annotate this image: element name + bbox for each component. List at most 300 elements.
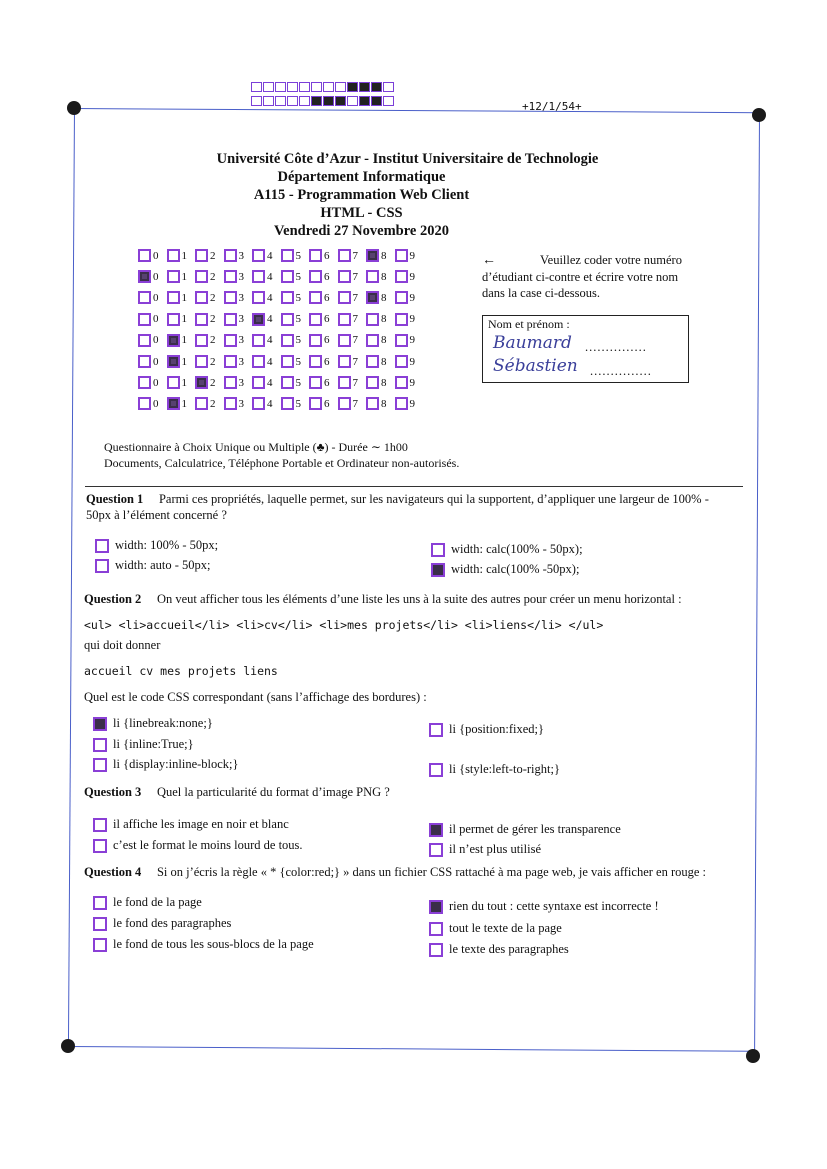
student-id-digit: 0 — [153, 270, 159, 283]
student-id-checkbox[interactable] — [281, 334, 294, 347]
student-id-checkbox[interactable] — [195, 334, 208, 347]
student-id-digit: 3 — [238, 313, 244, 326]
student-id-checkbox[interactable] — [395, 291, 408, 304]
student-id-cell[interactable] — [224, 249, 253, 262]
student-id-row — [138, 376, 423, 389]
student-id-cell[interactable] — [195, 376, 224, 389]
student-id-cell[interactable] — [366, 291, 395, 304]
q1-label: Question 1 — [86, 492, 144, 506]
student-id-cell[interactable] — [281, 376, 310, 389]
student-id-cell[interactable] — [167, 291, 196, 304]
q4-answer-c-checkbox[interactable] — [93, 938, 107, 952]
q3-answer-c[interactable] — [429, 822, 621, 837]
student-id-checkbox[interactable] — [138, 397, 151, 410]
student-id-cell[interactable] — [281, 313, 310, 326]
student-id-checkbox[interactable] — [309, 397, 322, 410]
student-id-cell[interactable] — [338, 313, 367, 326]
student-id-digit: 3 — [238, 291, 244, 304]
student-id-digit: 1 — [181, 355, 187, 368]
student-id-cell[interactable] — [395, 397, 424, 410]
student-id-cell[interactable] — [309, 270, 338, 283]
student-id-cell[interactable] — [281, 334, 310, 347]
student-id-cell[interactable] — [338, 291, 367, 304]
q1-statement: Parmi ces propriétés, laquelle permet, sur les navigateurs qui la supportent, d’appliquer une largeur de 100% - — [158, 492, 709, 506]
student-id-cell[interactable] — [138, 291, 167, 304]
student-id-digit: 1 — [181, 249, 187, 262]
student-id-cell[interactable] — [167, 313, 196, 326]
student-id-cell[interactable] — [395, 313, 424, 326]
q4-answer-e-label: tout le texte de la page — [449, 921, 562, 935]
q2-answer-b-label: li {inline:True;} — [113, 737, 194, 751]
student-id-cell[interactable] — [281, 397, 310, 410]
student-id-checkbox[interactable] — [281, 291, 294, 304]
q2-answer-b-checkbox[interactable] — [93, 738, 107, 752]
q3-answer-d-checkbox[interactable] — [429, 843, 443, 857]
student-id-cell[interactable] — [224, 334, 253, 347]
student-id-checkbox[interactable] — [366, 397, 379, 410]
q2-answer-c[interactable] — [93, 757, 239, 772]
registration-mark-top-left — [67, 101, 81, 115]
student-id-checkbox[interactable] — [167, 355, 180, 368]
q2-answer-b[interactable] — [93, 737, 194, 752]
student-id-digit: 9 — [409, 270, 415, 283]
student-id-digit: 7 — [352, 355, 358, 368]
q2-answer-d[interactable] — [429, 722, 544, 737]
student-id-digit: 3 — [238, 397, 244, 410]
q2-answer-e-checkbox[interactable] — [429, 763, 443, 777]
student-id-checkbox[interactable] — [252, 291, 265, 304]
student-id-digit: 1 — [181, 397, 187, 410]
student-id-checkbox[interactable] — [138, 334, 151, 347]
student-id-digit: 9 — [409, 355, 415, 368]
student-id-cell[interactable] — [167, 376, 196, 389]
q2-answer-a-checkbox[interactable] — [93, 717, 107, 731]
student-id-digit: 6 — [324, 334, 330, 347]
student-id-cell[interactable] — [395, 376, 424, 389]
student-id-digit: 2 — [210, 334, 216, 347]
student-id-cell[interactable] — [195, 291, 224, 304]
student-id-checkbox[interactable] — [338, 313, 351, 326]
student-id-cell[interactable] — [252, 334, 281, 347]
student-id-cell[interactable] — [138, 270, 167, 283]
q1-text — [86, 492, 709, 507]
student-id-checkbox[interactable] — [366, 291, 379, 304]
student-id-checkbox[interactable] — [138, 249, 151, 262]
student-id-digit: 0 — [153, 249, 159, 262]
student-id-digit: 8 — [381, 313, 387, 326]
q4-answer-a[interactable] — [93, 895, 202, 910]
student-id-cell[interactable] — [195, 397, 224, 410]
student-id-digit: 3 — [238, 334, 244, 347]
q1-answer-a-label: width: 100% - 50px; — [115, 538, 219, 552]
student-id-checkbox[interactable] — [252, 249, 265, 262]
student-id-cell[interactable] — [338, 376, 367, 389]
student-id-checkbox[interactable] — [195, 270, 208, 283]
student-id-cell[interactable] — [138, 397, 167, 410]
student-id-checkbox[interactable] — [167, 334, 180, 347]
q3-statement: Quel la particularité du format d’image PNG ? — [156, 785, 390, 799]
student-id-digit: 5 — [295, 291, 301, 304]
first-name-dots: ............... — [590, 364, 652, 378]
q4-answer-d-checkbox[interactable] — [429, 900, 443, 914]
student-id-checkbox[interactable] — [281, 249, 294, 262]
student-id-checkbox[interactable] — [338, 397, 351, 410]
student-id-row — [138, 270, 423, 283]
q4-answer-b[interactable] — [93, 916, 231, 931]
student-id-cell[interactable] — [338, 249, 367, 262]
q3-answer-a-checkbox[interactable] — [93, 818, 107, 832]
q4-answer-b-checkbox[interactable] — [93, 917, 107, 931]
q1-answer-a[interactable] — [95, 538, 218, 553]
student-id-cell[interactable] — [138, 355, 167, 368]
student-id-cell[interactable] — [281, 355, 310, 368]
student-id-cell[interactable] — [224, 270, 253, 283]
student-id-checkbox[interactable] — [338, 376, 351, 389]
q1-answer-c[interactable] — [431, 542, 583, 557]
student-id-checkbox[interactable] — [395, 355, 408, 368]
student-id-checkbox[interactable] — [252, 334, 265, 347]
student-id-checkbox[interactable] — [252, 313, 265, 326]
student-id-checkbox[interactable] — [195, 249, 208, 262]
student-id-cell[interactable] — [395, 334, 424, 347]
student-id-digit: 2 — [210, 291, 216, 304]
student-id-digit: 8 — [381, 397, 387, 410]
student-id-cell[interactable] — [338, 355, 367, 368]
student-id-checkbox[interactable] — [366, 334, 379, 347]
student-id-checkbox[interactable] — [338, 334, 351, 347]
student-id-cell[interactable] — [167, 334, 196, 347]
student-id-digit: 4 — [267, 334, 273, 347]
student-id-checkbox[interactable] — [366, 249, 379, 262]
student-id-digit: 8 — [381, 334, 387, 347]
student-id-checkbox[interactable] — [395, 334, 408, 347]
q3-answer-b-checkbox[interactable] — [93, 839, 107, 853]
student-id-cell[interactable] — [224, 376, 253, 389]
student-id-cell[interactable] — [395, 291, 424, 304]
student-id-cell[interactable] — [309, 313, 338, 326]
student-id-row — [138, 249, 423, 262]
student-id-checkbox[interactable] — [195, 291, 208, 304]
student-id-digit: 8 — [381, 249, 387, 262]
handwritten-last-name: Baumard — [493, 333, 572, 353]
student-id-digit: 6 — [324, 376, 330, 389]
q1-answer-c-checkbox[interactable] — [431, 543, 445, 557]
student-id-cell[interactable] — [195, 334, 224, 347]
student-id-cell[interactable] — [195, 355, 224, 368]
student-id-checkbox[interactable] — [309, 270, 322, 283]
student-id-cell[interactable] — [252, 270, 281, 283]
student-id-checkbox[interactable] — [224, 376, 237, 389]
q4-answer-e[interactable] — [429, 921, 562, 936]
student-id-cell[interactable] — [252, 291, 281, 304]
student-id-cell[interactable] — [366, 270, 395, 283]
student-id-cell[interactable] — [224, 397, 253, 410]
student-id-cell[interactable] — [281, 270, 310, 283]
student-id-checkbox[interactable] — [338, 355, 351, 368]
student-id-checkbox[interactable] — [138, 291, 151, 304]
student-id-digit: 5 — [295, 249, 301, 262]
student-id-checkbox[interactable] — [138, 313, 151, 326]
student-id-checkbox[interactable] — [224, 249, 237, 262]
q1-answer-d-label: width: calc(100% -50px); — [451, 562, 580, 576]
q1-answer-b[interactable] — [95, 558, 210, 573]
student-id-digit: 6 — [324, 249, 330, 262]
q3-answer-b[interactable] — [93, 838, 303, 853]
student-id-checkbox[interactable] — [224, 291, 237, 304]
q2-statement: On veut afficher tous les éléments d’une liste les uns à la suite des autres pour créer un menu horizontal : — [156, 592, 682, 606]
q1-answer-b-label: width: auto - 50px; — [115, 558, 211, 572]
student-id-row — [138, 291, 423, 304]
student-id-cell[interactable] — [138, 376, 167, 389]
student-id-checkbox[interactable] — [281, 376, 294, 389]
student-id-cell[interactable] — [224, 291, 253, 304]
student-id-cell[interactable] — [167, 355, 196, 368]
student-id-digit: 0 — [153, 355, 159, 368]
student-id-checkbox[interactable] — [138, 376, 151, 389]
student-id-digit: 9 — [409, 249, 415, 262]
student-id-checkbox[interactable] — [252, 355, 265, 368]
student-id-digit: 7 — [352, 334, 358, 347]
student-id-checkbox[interactable] — [395, 376, 408, 389]
student-id-digit: 2 — [210, 355, 216, 368]
student-id-checkbox[interactable] — [252, 270, 265, 283]
student-id-checkbox[interactable] — [167, 376, 180, 389]
student-id-cell[interactable] — [309, 291, 338, 304]
student-id-checkbox[interactable] — [224, 313, 237, 326]
student-id-checkbox[interactable] — [366, 355, 379, 368]
q2-answer-e-label: li {style:left-to-right;} — [449, 762, 560, 776]
student-id-digit: 5 — [295, 397, 301, 410]
student-id-digit: 7 — [352, 313, 358, 326]
student-id-checkbox[interactable] — [309, 313, 322, 326]
student-id-cell[interactable] — [309, 355, 338, 368]
student-id-cell[interactable] — [281, 291, 310, 304]
student-id-digit: 2 — [210, 376, 216, 389]
student-id-digit: 2 — [210, 249, 216, 262]
student-id-digit: 3 — [238, 376, 244, 389]
student-id-digit: 4 — [267, 397, 273, 410]
student-id-digit: 0 — [153, 313, 159, 326]
q3-answer-a-label: il affiche les image en noir et blanc — [113, 817, 289, 831]
student-id-digit: 1 — [181, 334, 187, 347]
student-id-checkbox[interactable] — [309, 355, 322, 368]
q3-text — [84, 785, 390, 800]
student-id-digit: 9 — [409, 334, 415, 347]
q1-answer-d[interactable] — [431, 562, 579, 577]
q4-answer-a-checkbox[interactable] — [93, 896, 107, 910]
q2-answer-d-checkbox[interactable] — [429, 723, 443, 737]
student-id-digit: 1 — [181, 291, 187, 304]
student-id-cell[interactable] — [366, 397, 395, 410]
student-id-cell[interactable] — [309, 376, 338, 389]
student-id-row — [138, 334, 423, 347]
q3-answer-c-label: il permet de gérer les transparence — [449, 822, 621, 836]
student-id-cell[interactable] — [366, 249, 395, 262]
student-id-cell[interactable] — [395, 355, 424, 368]
student-id-cell[interactable] — [395, 270, 424, 283]
student-id-cell[interactable] — [252, 376, 281, 389]
student-id-checkbox[interactable] — [338, 270, 351, 283]
student-id-checkbox[interactable] — [138, 355, 151, 368]
student-id-cell[interactable] — [138, 249, 167, 262]
q4-answer-f-checkbox[interactable] — [429, 943, 443, 957]
student-id-checkbox[interactable] — [195, 397, 208, 410]
student-id-cell[interactable] — [252, 355, 281, 368]
student-id-cell[interactable] — [195, 270, 224, 283]
q2-answer-a[interactable] — [93, 716, 213, 731]
q4-answer-c[interactable] — [93, 937, 314, 952]
q4-text — [84, 865, 706, 880]
student-id-checkbox[interactable] — [252, 376, 265, 389]
student-id-cell[interactable] — [138, 313, 167, 326]
q2-text — [84, 592, 682, 607]
student-id-digit: 7 — [352, 397, 358, 410]
student-id-checkbox[interactable] — [309, 291, 322, 304]
student-id-digit: 6 — [324, 355, 330, 368]
student-id-checkbox[interactable] — [395, 270, 408, 283]
student-id-cell[interactable] — [309, 334, 338, 347]
student-id-cell[interactable] — [252, 313, 281, 326]
student-id-digit: 7 — [352, 270, 358, 283]
student-id-digit: 4 — [267, 376, 273, 389]
student-id-checkbox[interactable] — [167, 291, 180, 304]
student-id-digit: 0 — [153, 334, 159, 347]
instruction-line-2: d’étudiant ci-contre et écrire votre nom — [482, 270, 679, 284]
student-id-checkbox[interactable] — [167, 397, 180, 410]
student-id-checkbox[interactable] — [281, 397, 294, 410]
student-id-checkbox[interactable] — [224, 334, 237, 347]
q2-answer-c-checkbox[interactable] — [93, 758, 107, 772]
q1-answer-a-checkbox[interactable] — [95, 539, 109, 553]
student-id-cell[interactable] — [338, 397, 367, 410]
student-id-checkbox[interactable] — [167, 270, 180, 283]
student-id-digit: 2 — [210, 397, 216, 410]
q2-answer-d-label: li {position:fixed;} — [449, 722, 544, 736]
student-id-cell[interactable] — [252, 397, 281, 410]
student-id-cell[interactable] — [338, 334, 367, 347]
intro-line-1: Questionnaire à Choix Unique ou Multiple (♣) - Durée ∼ 1h00 — [104, 440, 408, 454]
q2-code-output: accueil cv mes projets liens — [84, 664, 278, 678]
student-id-cell[interactable] — [281, 249, 310, 262]
student-id-checkbox[interactable] — [252, 397, 265, 410]
student-id-digit: 2 — [210, 313, 216, 326]
q4-answer-e-checkbox[interactable] — [429, 922, 443, 936]
instruction-line-1: Veuillez coder votre numéro — [540, 253, 682, 267]
student-id-checkbox[interactable] — [395, 313, 408, 326]
student-id-cell[interactable] — [309, 249, 338, 262]
student-id-cell[interactable] — [366, 355, 395, 368]
student-id-cell[interactable] — [309, 397, 338, 410]
student-id-checkbox[interactable] — [224, 397, 237, 410]
student-id-digit: 1 — [181, 376, 187, 389]
student-id-checkbox[interactable] — [195, 355, 208, 368]
student-id-cell[interactable] — [138, 334, 167, 347]
q2-answer-e[interactable] — [429, 762, 560, 777]
student-id-checkbox[interactable] — [224, 270, 237, 283]
q2-code-list: <ul> <li>accueil</li> <li>cv</li> <li>mes projets</li> <li>liens</li> </ul> — [84, 618, 604, 632]
q4-answer-d[interactable] — [429, 899, 659, 914]
q2-between-text: qui doit donner — [84, 638, 161, 652]
q4-answer-f-label: le texte des paragraphes — [449, 942, 569, 956]
student-id-cell[interactable] — [195, 313, 224, 326]
student-id-checkbox[interactable] — [338, 291, 351, 304]
registration-mark-top-right — [752, 108, 766, 122]
q3-answer-d[interactable] — [429, 842, 541, 857]
student-id-digit: 8 — [381, 270, 387, 283]
student-id-checkbox[interactable] — [309, 249, 322, 262]
q1-answer-d-checkbox[interactable] — [431, 563, 445, 577]
student-id-digit: 4 — [267, 270, 273, 283]
student-id-checkbox[interactable] — [366, 313, 379, 326]
student-id-cell[interactable] — [224, 355, 253, 368]
student-id-checkbox[interactable] — [366, 270, 379, 283]
student-id-digit: 5 — [295, 334, 301, 347]
course-title: A115 - Programmation Web Client — [253, 187, 470, 203]
student-id-digit: 9 — [409, 376, 415, 389]
student-id-digit: 5 — [295, 376, 301, 389]
name-box-label: Nom et prénom : — [488, 317, 570, 331]
student-id-cell[interactable] — [195, 249, 224, 262]
student-id-checkbox[interactable] — [281, 313, 294, 326]
student-id-cell[interactable] — [252, 249, 281, 262]
student-id-digit: 4 — [267, 249, 273, 262]
q1-answer-b-checkbox[interactable] — [95, 559, 109, 573]
student-id-cell[interactable] — [167, 397, 196, 410]
student-id-cell[interactable] — [366, 376, 395, 389]
q4-answer-d-label: rien du tout : cette syntaxe est incorrecte ! — [449, 899, 659, 913]
q2-answer-c-label: li {display:inline-block;} — [113, 757, 239, 771]
student-id-checkbox[interactable] — [167, 249, 180, 262]
student-id-cell[interactable] — [167, 249, 196, 262]
student-id-checkbox[interactable] — [338, 249, 351, 262]
student-id-digit: 8 — [381, 376, 387, 389]
student-id-checkbox[interactable] — [195, 376, 208, 389]
student-id-cell[interactable] — [366, 334, 395, 347]
student-id-cell[interactable] — [167, 270, 196, 283]
student-id-checkbox[interactable] — [138, 270, 151, 283]
student-id-cell[interactable] — [395, 249, 424, 262]
student-id-checkbox[interactable] — [309, 334, 322, 347]
student-id-cell[interactable] — [224, 313, 253, 326]
page-barcode-row-1 — [251, 82, 394, 92]
student-id-digit: 9 — [409, 291, 415, 304]
q3-answer-c-checkbox[interactable] — [429, 823, 443, 837]
student-id-checkbox[interactable] — [366, 376, 379, 389]
student-id-checkbox[interactable] — [167, 313, 180, 326]
student-id-checkbox[interactable] — [281, 270, 294, 283]
student-id-cell[interactable] — [338, 270, 367, 283]
student-id-checkbox[interactable] — [224, 355, 237, 368]
student-id-digit: 0 — [153, 376, 159, 389]
student-id-row — [138, 355, 423, 368]
student-id-checkbox[interactable] — [395, 397, 408, 410]
q3-answer-a[interactable] — [93, 817, 289, 832]
student-id-digit: 7 — [352, 376, 358, 389]
student-id-checkbox[interactable] — [395, 249, 408, 262]
student-id-digit: 0 — [153, 397, 159, 410]
student-id-cell[interactable] — [366, 313, 395, 326]
student-id-digit: 5 — [295, 270, 301, 283]
student-id-digit: 6 — [324, 270, 330, 283]
student-id-digit: 4 — [267, 291, 273, 304]
student-id-digit: 2 — [210, 270, 216, 283]
student-id-checkbox[interactable] — [309, 376, 322, 389]
student-id-digit: 6 — [324, 397, 330, 410]
page-barcode-row-2 — [251, 96, 394, 106]
q4-answer-f[interactable] — [429, 942, 569, 957]
student-id-checkbox[interactable] — [281, 355, 294, 368]
student-id-checkbox[interactable] — [195, 313, 208, 326]
